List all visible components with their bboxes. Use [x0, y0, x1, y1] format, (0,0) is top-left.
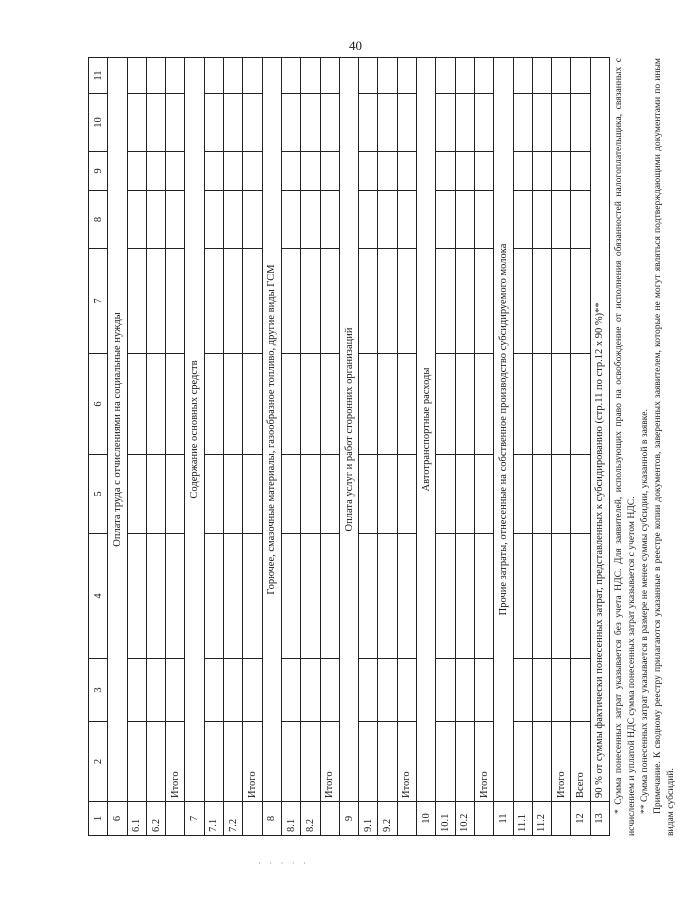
empty-cell	[532, 191, 551, 249]
empty-cell	[127, 354, 146, 455]
section-number: 6	[108, 802, 127, 836]
empty-cell	[166, 58, 185, 94]
empty-cell	[513, 354, 532, 455]
empty-cell	[320, 94, 339, 152]
total-row	[571, 58, 590, 836]
empty-cell	[436, 58, 455, 94]
empty-cell	[436, 534, 455, 659]
empty-cell	[359, 191, 378, 249]
empty-cell	[301, 58, 320, 94]
empty-cell	[571, 354, 590, 455]
column-header-5: 5	[89, 455, 108, 534]
empty-cell	[320, 152, 339, 191]
empty-cell	[281, 659, 300, 722]
empty-cell	[532, 58, 551, 94]
empty-cell	[146, 249, 165, 354]
empty-cell	[397, 58, 416, 94]
empty-cell	[474, 94, 493, 152]
empty-cell	[301, 659, 320, 722]
header-row	[89, 58, 108, 836]
empty-cell	[166, 534, 185, 659]
row-number: 13	[590, 802, 609, 836]
section-number: 7	[185, 802, 204, 836]
section-title: Автотранспортные расходы	[417, 58, 436, 802]
empty-cell	[513, 659, 532, 722]
empty-cell	[571, 94, 590, 152]
subsidy-cost-register-table	[88, 57, 610, 836]
empty-cell	[204, 659, 223, 722]
empty-cell	[166, 152, 185, 191]
empty-cell	[436, 152, 455, 191]
subtotal-row	[474, 58, 493, 836]
empty-cell	[146, 534, 165, 659]
column-header-9: 9	[89, 152, 108, 191]
table-row	[301, 58, 320, 836]
empty-cell	[301, 455, 320, 534]
empty-cell	[281, 354, 300, 455]
empty-cell	[320, 659, 339, 722]
empty-cell	[301, 191, 320, 249]
item-number: 9.1	[359, 802, 378, 836]
empty-cell	[301, 534, 320, 659]
empty-cell	[532, 94, 551, 152]
empty-cell	[513, 94, 532, 152]
empty-cell	[146, 354, 165, 455]
empty-cell	[532, 455, 551, 534]
empty-cell	[571, 191, 590, 249]
empty-cell	[359, 152, 378, 191]
empty-cell	[455, 152, 474, 191]
empty-cell	[513, 722, 532, 802]
empty-cell	[204, 152, 223, 191]
table-row	[146, 58, 165, 836]
item-number: 11.2	[532, 802, 551, 836]
section-title: Прочие затраты, отнесенные на собственное производство субсидируемого молока	[494, 58, 513, 802]
column-header-2: 2	[89, 722, 108, 802]
empty-cell	[127, 534, 146, 659]
item-number: 8.2	[301, 802, 320, 836]
empty-cell	[378, 152, 397, 191]
empty-cell	[397, 249, 416, 354]
section-row	[417, 58, 436, 836]
empty-cell	[243, 354, 262, 455]
empty-cell	[436, 455, 455, 534]
empty-cell	[204, 534, 223, 659]
empty-cell	[224, 191, 243, 249]
empty-cell	[204, 191, 223, 249]
empty-cell	[513, 152, 532, 191]
rotated-content	[88, 58, 677, 836]
empty-cell	[571, 152, 590, 191]
table-row	[359, 58, 378, 836]
empty-cell	[224, 534, 243, 659]
subtotal-label: Итого	[166, 722, 185, 802]
empty-cell	[532, 249, 551, 354]
empty-cell	[474, 455, 493, 534]
empty-cell	[243, 191, 262, 249]
empty-cell	[532, 534, 551, 659]
empty-cell	[127, 94, 146, 152]
empty-cell	[455, 722, 474, 802]
empty-cell	[281, 191, 300, 249]
empty-cell	[552, 802, 571, 836]
item-number: 10.1	[436, 802, 455, 836]
empty-cell	[513, 455, 532, 534]
empty-cell	[474, 659, 493, 722]
item-number: 7.2	[224, 802, 243, 836]
empty-cell	[127, 152, 146, 191]
empty-cell	[571, 58, 590, 94]
empty-cell	[436, 191, 455, 249]
empty-cell	[378, 722, 397, 802]
empty-cell	[243, 659, 262, 722]
empty-cell	[359, 534, 378, 659]
section-row	[262, 58, 281, 836]
section-number: 10	[417, 802, 436, 836]
empty-cell	[532, 354, 551, 455]
empty-cell	[224, 722, 243, 802]
empty-cell	[552, 191, 571, 249]
item-number: 9.2	[378, 802, 397, 836]
empty-cell	[571, 534, 590, 659]
section-row	[185, 58, 204, 836]
empty-cell	[552, 152, 571, 191]
subtotal-row	[166, 58, 185, 836]
table-row	[455, 58, 474, 836]
empty-cell	[378, 249, 397, 354]
empty-cell	[204, 722, 223, 802]
empty-cell	[532, 722, 551, 802]
empty-cell	[436, 722, 455, 802]
empty-cell	[571, 455, 590, 534]
empty-cell	[166, 802, 185, 836]
table-row	[378, 58, 397, 836]
empty-cell	[397, 659, 416, 722]
empty-cell	[166, 659, 185, 722]
empty-cell	[455, 354, 474, 455]
empty-cell	[474, 802, 493, 836]
empty-cell	[320, 802, 339, 836]
section-title: Оплата услуг и работ сторонних организаций	[339, 58, 358, 802]
empty-cell	[146, 722, 165, 802]
section-number: 11	[494, 802, 513, 836]
subtotal-row	[397, 58, 416, 836]
subtotal-row	[552, 58, 571, 836]
subtotal-label: Итого	[474, 722, 493, 802]
subtotal-label: Итого	[397, 722, 416, 802]
column-header-4: 4	[89, 534, 108, 659]
empty-cell	[281, 534, 300, 659]
item-number: 6.2	[146, 802, 165, 836]
empty-cell	[513, 249, 532, 354]
subtotal-label: Итого	[552, 722, 571, 802]
empty-cell	[474, 152, 493, 191]
column-header-1: 1	[89, 802, 108, 836]
empty-cell	[146, 455, 165, 534]
table-row	[532, 58, 551, 836]
empty-cell	[146, 152, 165, 191]
empty-cell	[281, 94, 300, 152]
empty-cell	[455, 191, 474, 249]
footnotes	[612, 58, 677, 836]
section-number: 9	[339, 802, 358, 836]
empty-cell	[552, 249, 571, 354]
section-row	[339, 58, 358, 836]
empty-cell	[281, 58, 300, 94]
empty-cell	[224, 94, 243, 152]
empty-cell	[127, 249, 146, 354]
column-header-10: 10	[89, 94, 108, 152]
empty-cell	[513, 58, 532, 94]
empty-cell	[378, 455, 397, 534]
empty-cell	[359, 354, 378, 455]
footnote-remark: Примечание. К сводному реестру прилагаются указанные в реестре копии документов, заверенных заявителем, которые не могут являться подтверждающими документами по иным видам субсидий.	[652, 58, 677, 836]
empty-cell	[301, 722, 320, 802]
empty-cell	[359, 659, 378, 722]
subtotal-row	[320, 58, 339, 836]
empty-cell	[474, 249, 493, 354]
empty-cell	[224, 659, 243, 722]
scan-artifact: · · · · ·	[258, 858, 309, 868]
empty-cell	[378, 354, 397, 455]
empty-cell	[281, 722, 300, 802]
table-row	[513, 58, 532, 836]
empty-cell	[320, 58, 339, 94]
item-number: 6.1	[127, 802, 146, 836]
total-label: Всего	[571, 722, 590, 802]
empty-cell	[455, 455, 474, 534]
section-title: Горючее, смазочные материалы, газообразное топливо, другие виды ГСМ	[262, 58, 281, 802]
empty-cell	[281, 249, 300, 354]
empty-cell	[301, 249, 320, 354]
empty-cell	[455, 534, 474, 659]
empty-cell	[224, 58, 243, 94]
empty-cell	[146, 58, 165, 94]
empty-cell	[455, 659, 474, 722]
empty-cell	[204, 249, 223, 354]
column-header-8: 8	[89, 191, 108, 249]
empty-cell	[359, 58, 378, 94]
empty-cell	[224, 354, 243, 455]
empty-cell	[243, 802, 262, 836]
subsidy-label: 90 % от суммы фактически понесенных затрат, представленных к субсидированию (стр.11 по стр.12 х 90 %)**	[590, 58, 609, 802]
empty-cell	[397, 455, 416, 534]
empty-cell	[455, 94, 474, 152]
empty-cell	[243, 94, 262, 152]
empty-cell	[127, 191, 146, 249]
section-row	[494, 58, 513, 836]
empty-cell	[552, 354, 571, 455]
empty-cell	[474, 191, 493, 249]
empty-cell	[474, 58, 493, 94]
footnote-amount: ** Сумма понесенных затрат указывается в размере не менее суммы субсидии, указанной в заявке.	[639, 409, 651, 814]
empty-cell	[378, 534, 397, 659]
empty-cell	[532, 152, 551, 191]
empty-cell	[204, 94, 223, 152]
section-row	[108, 58, 127, 836]
empty-cell	[571, 659, 590, 722]
section-number: 8	[262, 802, 281, 836]
empty-cell	[513, 534, 532, 659]
footnote-vat: * Сумма понесенных затрат указывается без учета НДС. Для заявителей, использующих право на освобождение от исполнения обязанностей налогоплательщика, связанных с исчислением и уплатой НДС сумма понесенных затрат указывается с учетом НДС.	[613, 58, 638, 836]
empty-cell	[397, 534, 416, 659]
empty-cell	[397, 94, 416, 152]
empty-cell	[224, 455, 243, 534]
empty-cell	[224, 249, 243, 354]
empty-cell	[436, 659, 455, 722]
subtotal-row	[243, 58, 262, 836]
page-number: 40	[349, 38, 362, 53]
item-number: 11.1	[513, 802, 532, 836]
empty-cell	[436, 249, 455, 354]
table-row	[224, 58, 243, 836]
empty-cell	[436, 94, 455, 152]
column-header-3: 3	[89, 659, 108, 722]
empty-cell	[552, 94, 571, 152]
empty-cell	[455, 249, 474, 354]
empty-cell	[301, 152, 320, 191]
empty-cell	[166, 249, 185, 354]
empty-cell	[146, 94, 165, 152]
empty-cell	[320, 534, 339, 659]
table-row	[127, 58, 146, 836]
empty-cell	[320, 191, 339, 249]
empty-cell	[127, 722, 146, 802]
empty-cell	[552, 659, 571, 722]
empty-cell	[513, 191, 532, 249]
empty-cell	[397, 191, 416, 249]
section-title: Оплата труда с отчислениями на социальные нужды	[108, 58, 127, 802]
empty-cell	[204, 58, 223, 94]
empty-cell	[359, 722, 378, 802]
empty-cell	[552, 58, 571, 94]
section-title: Содержание основных средств	[185, 58, 204, 802]
empty-cell	[146, 659, 165, 722]
item-number: 7.1	[204, 802, 223, 836]
empty-cell	[281, 455, 300, 534]
empty-cell	[301, 94, 320, 152]
empty-cell	[243, 152, 262, 191]
empty-cell	[243, 249, 262, 354]
empty-cell	[378, 94, 397, 152]
empty-cell	[166, 94, 185, 152]
table-row	[204, 58, 223, 836]
subtotal-label: Итого	[320, 722, 339, 802]
empty-cell	[474, 354, 493, 455]
empty-cell	[571, 249, 590, 354]
subtotal-label: Итого	[243, 722, 262, 802]
empty-cell	[224, 152, 243, 191]
empty-cell	[474, 534, 493, 659]
empty-cell	[359, 455, 378, 534]
empty-cell	[552, 455, 571, 534]
empty-cell	[166, 354, 185, 455]
empty-cell	[301, 354, 320, 455]
empty-cell	[320, 249, 339, 354]
empty-cell	[397, 152, 416, 191]
empty-cell	[552, 534, 571, 659]
subsidy-row	[590, 58, 609, 836]
empty-cell	[378, 58, 397, 94]
empty-cell	[378, 191, 397, 249]
empty-cell	[127, 455, 146, 534]
empty-cell	[397, 802, 416, 836]
empty-cell	[455, 58, 474, 94]
empty-cell	[166, 455, 185, 534]
item-number: 8.1	[281, 802, 300, 836]
empty-cell	[127, 58, 146, 94]
empty-cell	[436, 354, 455, 455]
empty-cell	[320, 354, 339, 455]
empty-cell	[359, 249, 378, 354]
empty-cell	[281, 152, 300, 191]
empty-cell	[359, 94, 378, 152]
empty-cell	[204, 455, 223, 534]
empty-cell	[243, 534, 262, 659]
empty-cell	[243, 58, 262, 94]
empty-cell	[146, 191, 165, 249]
table-row	[436, 58, 455, 836]
item-number: 10.2	[455, 802, 474, 836]
empty-cell	[378, 659, 397, 722]
empty-cell	[320, 455, 339, 534]
empty-cell	[532, 659, 551, 722]
column-header-7: 7	[89, 249, 108, 354]
empty-cell	[243, 455, 262, 534]
column-header-6: 6	[89, 354, 108, 455]
row-number: 12	[571, 802, 590, 836]
column-header-11: 11	[89, 58, 108, 94]
empty-cell	[204, 354, 223, 455]
empty-cell	[397, 354, 416, 455]
table-row	[281, 58, 300, 836]
empty-cell	[127, 659, 146, 722]
empty-cell	[166, 191, 185, 249]
